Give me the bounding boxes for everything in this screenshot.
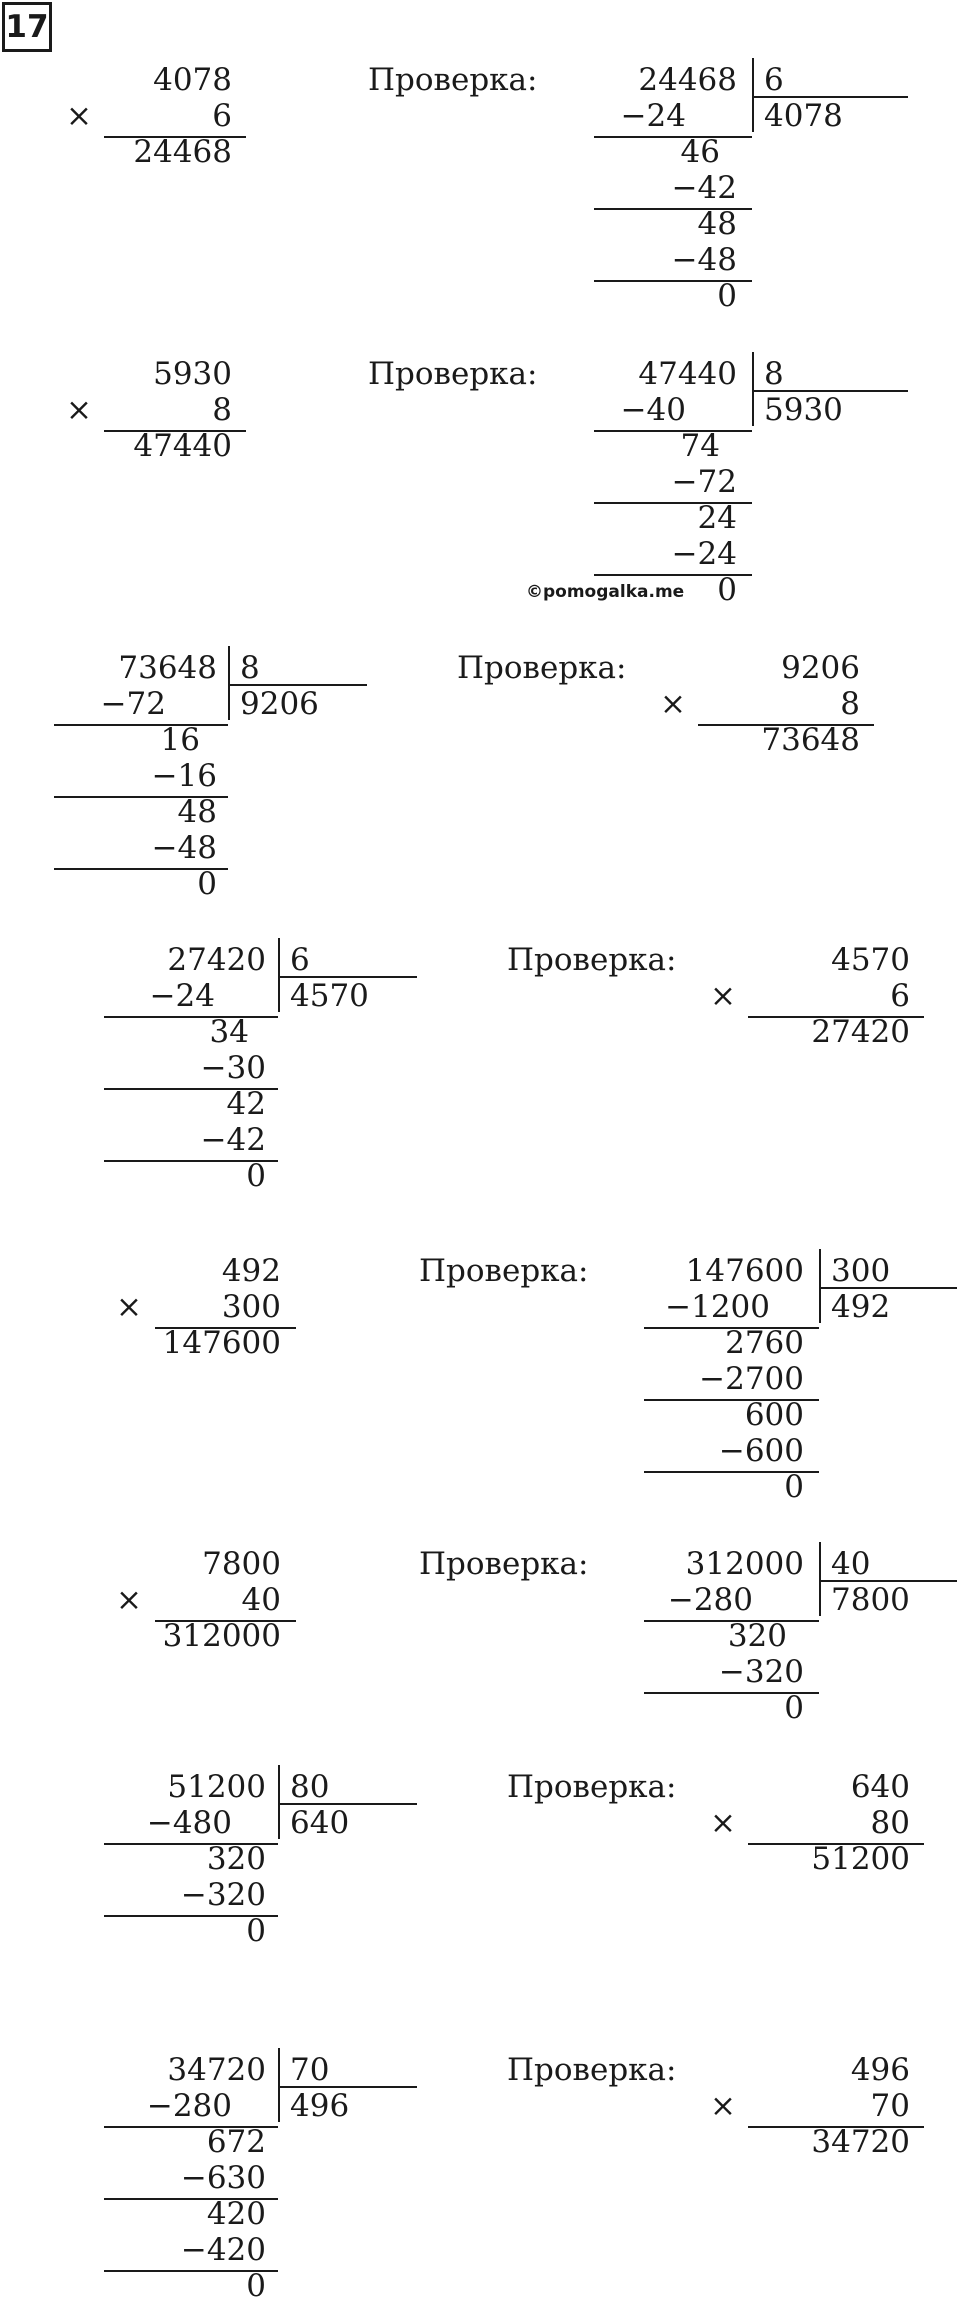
subtrahend: −24 [671,536,737,572]
quotient: 9206 [240,686,319,722]
subtrahend: −24 [149,978,215,1014]
dividend: 27420 [167,942,266,978]
division-bar [752,58,754,132]
multiplicand: 492 [221,1253,281,1289]
subtrahend: −600 [718,1433,804,1469]
multiplicand: 7800 [202,1546,281,1582]
subtraction-line [104,1016,278,1018]
division-bar [752,352,754,426]
subtraction-line [594,430,752,432]
division-bar [228,646,230,720]
division-bar [278,2048,280,2122]
times-sign: × [66,98,92,134]
remainder: 320 [206,1841,266,1877]
product: 27420 [811,1014,910,1050]
times-sign: × [710,978,736,1014]
divisor: 8 [240,650,260,686]
subtrahend: −40 [620,392,686,428]
remainder: 2760 [725,1325,804,1361]
remainder: 24 [697,500,737,536]
remainder: 34 [209,1014,249,1050]
multiplier: 80 [870,1805,910,1841]
subtrahend: −320 [180,1877,266,1913]
times-sign: × [66,392,92,428]
division-bar [819,1542,821,1616]
remainder: 0 [717,572,737,608]
dividend: 147600 [685,1253,804,1289]
divisor: 40 [831,1546,871,1582]
check-label: Проверка: [507,1769,677,1805]
subtrahend: −48 [671,242,737,278]
dividend: 312000 [685,1546,804,1582]
remainder: 0 [784,1469,804,1505]
quotient: 5930 [764,392,843,428]
check-label: Проверка: [507,2052,677,2088]
multiplicand: 4570 [831,942,910,978]
multiplicand: 640 [850,1769,910,1805]
subtrahend: −1200 [665,1289,770,1325]
divisor: 6 [290,942,310,978]
product: 147600 [162,1325,281,1361]
multiplier: 6 [890,978,910,1014]
remainder: 46 [680,134,720,170]
times-sign: × [710,2088,736,2124]
check-label: Проверка: [419,1253,589,1289]
multiplicand: 496 [850,2052,910,2088]
subtraction-line [594,136,752,138]
times-sign: × [710,1805,736,1841]
remainder: 16 [160,722,200,758]
multiplier: 300 [221,1289,281,1325]
divisor: 70 [290,2052,330,2088]
multiplier: 6 [212,98,232,134]
subtraction-line [54,724,228,726]
division-bar [819,1249,821,1323]
multiplier: 40 [241,1582,281,1618]
times-sign: × [116,1582,142,1618]
remainder: 48 [177,794,217,830]
exercise-number-badge: 17 [2,2,52,52]
multiplier: 8 [212,392,232,428]
divisor: 6 [764,62,784,98]
check-label: Проверка: [457,650,627,686]
divisor: 300 [831,1253,891,1289]
remainder: 320 [727,1618,787,1654]
subtrahend: −42 [671,170,737,206]
subtrahend: −48 [151,830,217,866]
multiplicand: 5930 [153,356,232,392]
multiplicand: 4078 [153,62,232,98]
remainder: 0 [717,278,737,314]
subtrahend: −280 [146,2088,232,2124]
subtrahend: −72 [100,686,166,722]
remainder: 0 [246,1158,266,1194]
subtrahend: −420 [180,2232,266,2268]
quotient: 492 [831,1289,891,1325]
dividend: 51200 [167,1769,266,1805]
watermark: ©pomogalka.me [526,582,685,602]
divisor: 8 [764,356,784,392]
remainder: 74 [680,428,720,464]
remainder: 0 [784,1690,804,1726]
product: 34720 [811,2124,910,2160]
remainder: 420 [206,2196,266,2232]
remainder: 48 [697,206,737,242]
quotient: 640 [290,1805,350,1841]
dividend: 34720 [167,2052,266,2088]
remainder: 672 [206,2124,266,2160]
quotient: 4570 [290,978,369,1014]
subtrahend: −72 [671,464,737,500]
product: 51200 [811,1841,910,1877]
multiplier: 8 [840,686,860,722]
subtrahend: −16 [151,758,217,794]
subtrahend: −2700 [699,1361,804,1397]
subtrahend: −320 [718,1654,804,1690]
subtrahend: −42 [200,1122,266,1158]
dividend: 73648 [118,650,217,686]
subtrahend: −480 [146,1805,232,1841]
multiplicand: 9206 [781,650,860,686]
product: 312000 [162,1618,281,1654]
divisor: 80 [290,1769,330,1805]
dividend: 24468 [638,62,737,98]
remainder: 600 [744,1397,804,1433]
remainder: 0 [246,2268,266,2304]
product: 47440 [133,428,232,464]
subtrahend: −30 [200,1050,266,1086]
subtrahend: −630 [180,2160,266,2196]
product: 73648 [761,722,860,758]
quotient: 496 [290,2088,350,2124]
check-label: Проверка: [507,942,677,978]
remainder: 0 [246,1913,266,1949]
check-label: Проверка: [368,62,538,98]
dividend: 47440 [638,356,737,392]
remainder: 42 [226,1086,266,1122]
check-label: Проверка: [419,1546,589,1582]
division-bar [278,1765,280,1839]
check-label: Проверка: [368,356,538,392]
subtrahend: −24 [620,98,686,134]
multiplier: 70 [870,2088,910,2124]
subtrahend: −280 [667,1582,753,1618]
quotient: 7800 [831,1582,910,1618]
quotient: 4078 [764,98,843,134]
remainder: 0 [197,866,217,902]
times-sign: × [116,1289,142,1325]
product: 24468 [133,134,232,170]
times-sign: × [660,686,686,722]
division-bar [278,938,280,1012]
